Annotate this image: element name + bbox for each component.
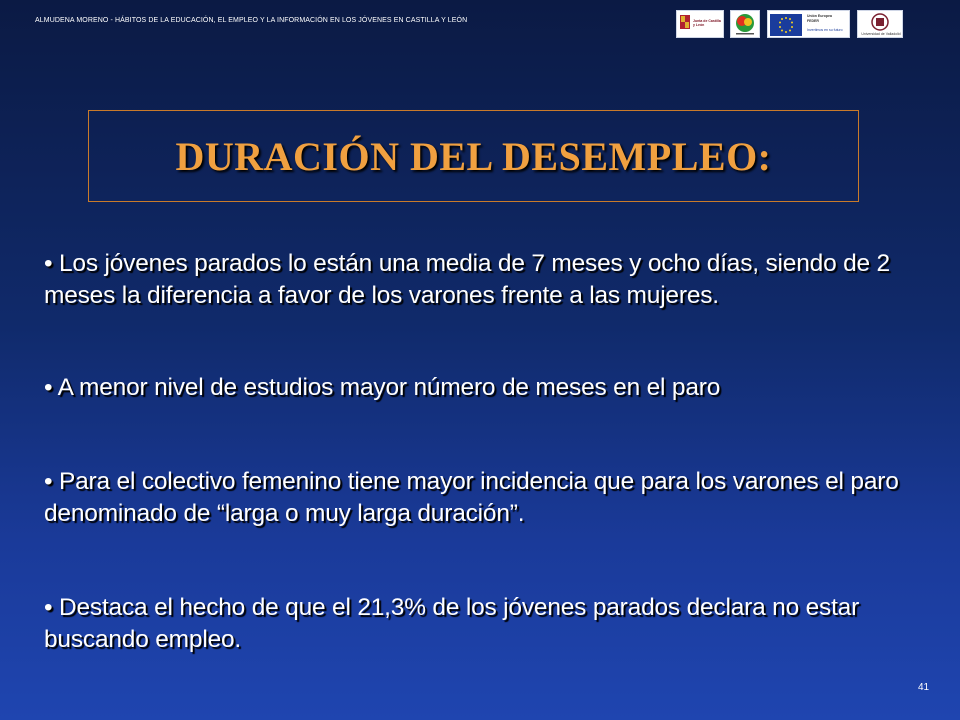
eu-logo-text-2: FEDER xyxy=(807,19,819,23)
junta-castilla-leon-logo xyxy=(676,10,724,38)
bullet-item: • A menor nivel de estudios mayor número de meses en el paro xyxy=(44,374,721,401)
eu-logo-text-3: Invertimos en su futuro xyxy=(807,28,843,32)
bullet-item: • Para el colectivo femenino tiene mayor incidencia que para los varones el paro denominado de “larga o muy larga duración”. xyxy=(44,468,899,527)
header-text: ALMUDENA MORENO - HÁBITOS DE LA EDUCACIÓN, EL EMPLEO Y LA INFORMACIÓN EN LOS JÓVENES EN CASTILLA Y LEÓN xyxy=(35,17,468,24)
colorful-emblem-logo xyxy=(730,10,760,38)
bullet-item: • Los jóvenes parados lo están una media de 7 meses y ocho días, siendo de 2 meses la diferencia a favor de los varones frente a las mujeres. xyxy=(44,250,890,309)
slide-title: DURACIÓN DEL DESEMPLEO: xyxy=(175,133,772,179)
eu-logo-text-1: Unión Europea xyxy=(807,14,832,18)
eu-flag-logo xyxy=(767,10,850,38)
universidad-valladolid-logo xyxy=(857,10,903,38)
title-box xyxy=(88,110,859,202)
uva-logo-text: Universidad de Valladolid xyxy=(861,32,901,36)
page-number: 41 xyxy=(918,682,930,693)
jcyl-logo-text: Junta de Castilla y León xyxy=(693,19,721,27)
bullet-item: • Destaca el hecho de que el 21,3% de los jóvenes parados declara no estar buscando empleo. xyxy=(44,594,860,653)
